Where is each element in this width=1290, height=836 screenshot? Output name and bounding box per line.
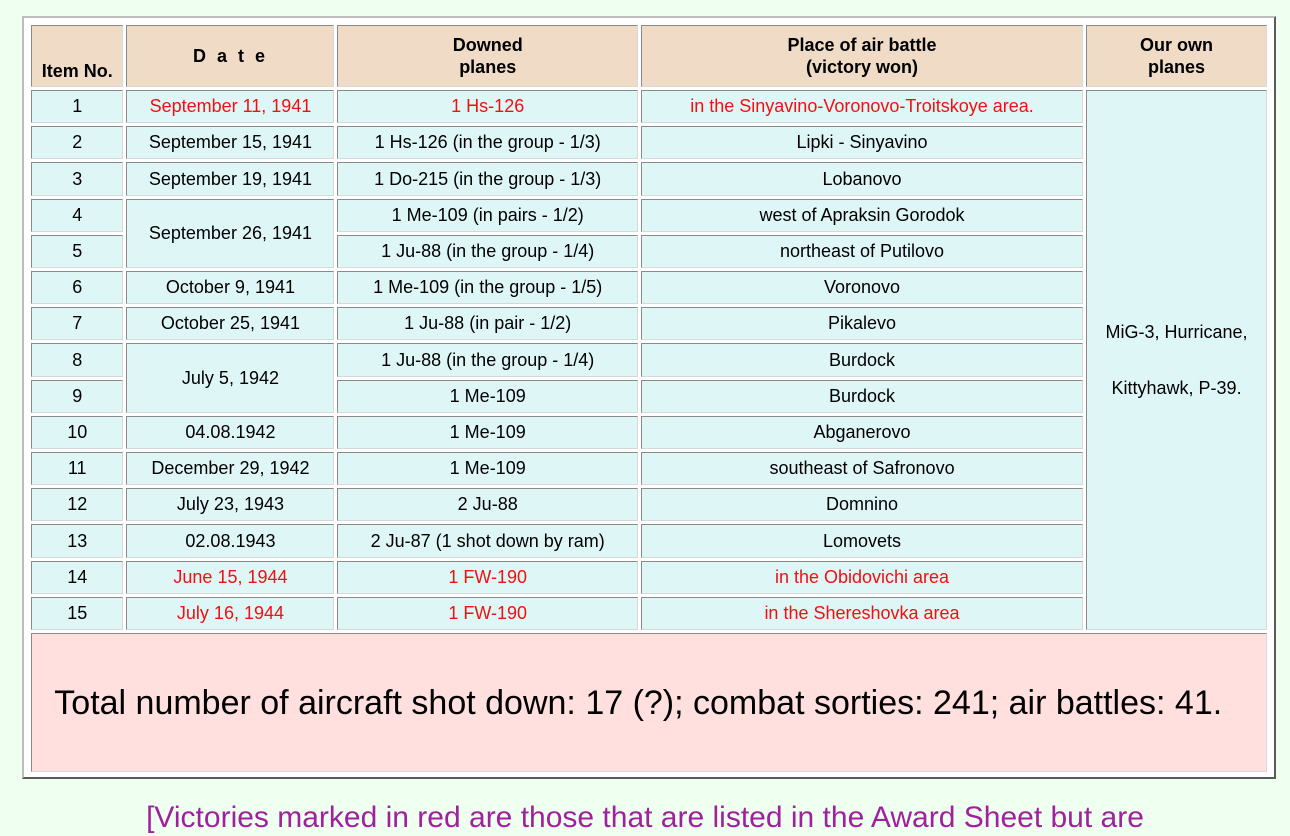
downed-cell: 1 Ju-88 (in the group - 1/4)	[337, 235, 637, 268]
date-cell: September 11, 1941	[126, 90, 334, 123]
table-row	[31, 162, 1267, 195]
header-place-line2: (victory won)	[806, 57, 919, 77]
date-cell: July 5, 1942	[126, 343, 334, 412]
downed-cell: 2 Ju-88	[337, 488, 637, 521]
header-date: D a t e	[126, 25, 334, 87]
downed-cell: 1 Hs-126 (in the group - 1/3)	[337, 126, 637, 159]
table-row	[31, 271, 1267, 304]
item-no-cell: 3	[31, 162, 123, 195]
place-cell: Lomovets	[641, 524, 1083, 557]
downed-cell: 1 Hs-126	[337, 90, 637, 123]
downed-cell: 1 Me-109	[337, 452, 637, 485]
place-cell: in the Obidovichi area	[641, 561, 1083, 594]
downed-cell: 1 Ju-88 (in the group - 1/4)	[337, 343, 637, 376]
item-no-cell: 15	[31, 597, 123, 630]
downed-cell: 1 Me-109 (in pairs - 1/2)	[337, 199, 637, 232]
date-cell: September 15, 1941	[126, 126, 334, 159]
total-row	[31, 633, 1267, 772]
own-planes-cell	[1086, 90, 1267, 630]
victories-table	[28, 22, 1270, 775]
place-cell: Abganerovo	[641, 416, 1083, 449]
table-row	[31, 524, 1267, 557]
item-no-cell: 13	[31, 524, 123, 557]
table-row	[31, 452, 1267, 485]
date-cell: September 26, 1941	[126, 199, 334, 268]
victories-table-frame	[22, 16, 1276, 779]
date-cell: June 15, 1944	[126, 561, 334, 594]
date-cell: 04.08.1942	[126, 416, 334, 449]
table-row	[31, 126, 1267, 159]
item-no-cell: 14	[31, 561, 123, 594]
downed-cell: 1 Me-109	[337, 380, 637, 413]
header-row	[31, 25, 1267, 87]
item-no-cell: 4	[31, 199, 123, 232]
table-row	[31, 90, 1267, 123]
downed-cell: 1 Ju-88 (in pair - 1/2)	[337, 307, 637, 340]
table-row	[31, 307, 1267, 340]
own-planes-line1: MiG-3, Hurricane,	[1105, 322, 1248, 343]
header-place	[641, 25, 1083, 87]
table-row	[31, 561, 1267, 594]
place-cell: Lipki - Sinyavino	[641, 126, 1083, 159]
header-own-line1: Our own	[1140, 35, 1214, 55]
date-cell: December 29, 1942	[126, 452, 334, 485]
place-cell: Pikalevo	[641, 307, 1083, 340]
table-row	[31, 199, 1267, 232]
header-downed-line1: Downed	[452, 35, 523, 55]
table-row	[31, 597, 1267, 630]
downed-cell: 2 Ju-87 (1 shot down by ram)	[337, 524, 637, 557]
date-cell: July 16, 1944	[126, 597, 334, 630]
downed-cell: 1 Me-109	[337, 416, 637, 449]
item-no-cell: 9	[31, 380, 123, 413]
item-no-cell: 11	[31, 452, 123, 485]
total-summary: Total number of aircraft shot down: 17 (?); combat sorties: 241; air battles: 41.	[31, 633, 1267, 772]
header-own-planes	[1086, 25, 1267, 87]
item-no-cell: 7	[31, 307, 123, 340]
table-row	[31, 416, 1267, 449]
item-no-cell: 5	[31, 235, 123, 268]
place-cell: northeast of Putilovo	[641, 235, 1083, 268]
item-no-cell: 2	[31, 126, 123, 159]
header-downed-line2: planes	[459, 57, 517, 77]
place-cell: in the Shereshovka area	[641, 597, 1083, 630]
place-cell: in the Sinyavino-Voronovo-Troitskoye area.	[641, 90, 1083, 123]
item-no-cell: 6	[31, 271, 123, 304]
date-cell: 02.08.1943	[126, 524, 334, 557]
place-cell: Lobanovo	[641, 162, 1083, 195]
place-cell: west of Apraksin Gorodok	[641, 199, 1083, 232]
place-cell: southeast of Safronovo	[641, 452, 1083, 485]
item-no-cell: 1	[31, 90, 123, 123]
header-place-line1: Place of air battle	[787, 35, 937, 55]
table-row	[31, 343, 1267, 376]
place-cell: Voronovo	[641, 271, 1083, 304]
footnote: [Victories marked in red are those that are listed in the Award Sheet but are	[146, 801, 1144, 834]
item-no-cell: 8	[31, 343, 123, 376]
date-cell: July 23, 1943	[126, 488, 334, 521]
place-cell: Domnino	[641, 488, 1083, 521]
table-row	[31, 488, 1267, 521]
date-cell: October 9, 1941	[126, 271, 334, 304]
header-own-line2: planes	[1148, 57, 1206, 77]
header-downed-planes	[337, 25, 637, 87]
own-planes-line2: Kittyhawk, P-39.	[1111, 378, 1242, 399]
place-cell: Burdock	[641, 343, 1083, 376]
item-no-cell: 12	[31, 488, 123, 521]
downed-cell: 1 FW-190	[337, 597, 637, 630]
header-item-no: Item No.	[31, 25, 123, 87]
place-cell: Burdock	[641, 380, 1083, 413]
downed-cell: 1 Me-109 (in the group - 1/5)	[337, 271, 637, 304]
date-cell: October 25, 1941	[126, 307, 334, 340]
date-cell: September 19, 1941	[126, 162, 334, 195]
downed-cell: 1 Do-215 (in the group - 1/3)	[337, 162, 637, 195]
downed-cell: 1 FW-190	[337, 561, 637, 594]
item-no-cell: 10	[31, 416, 123, 449]
